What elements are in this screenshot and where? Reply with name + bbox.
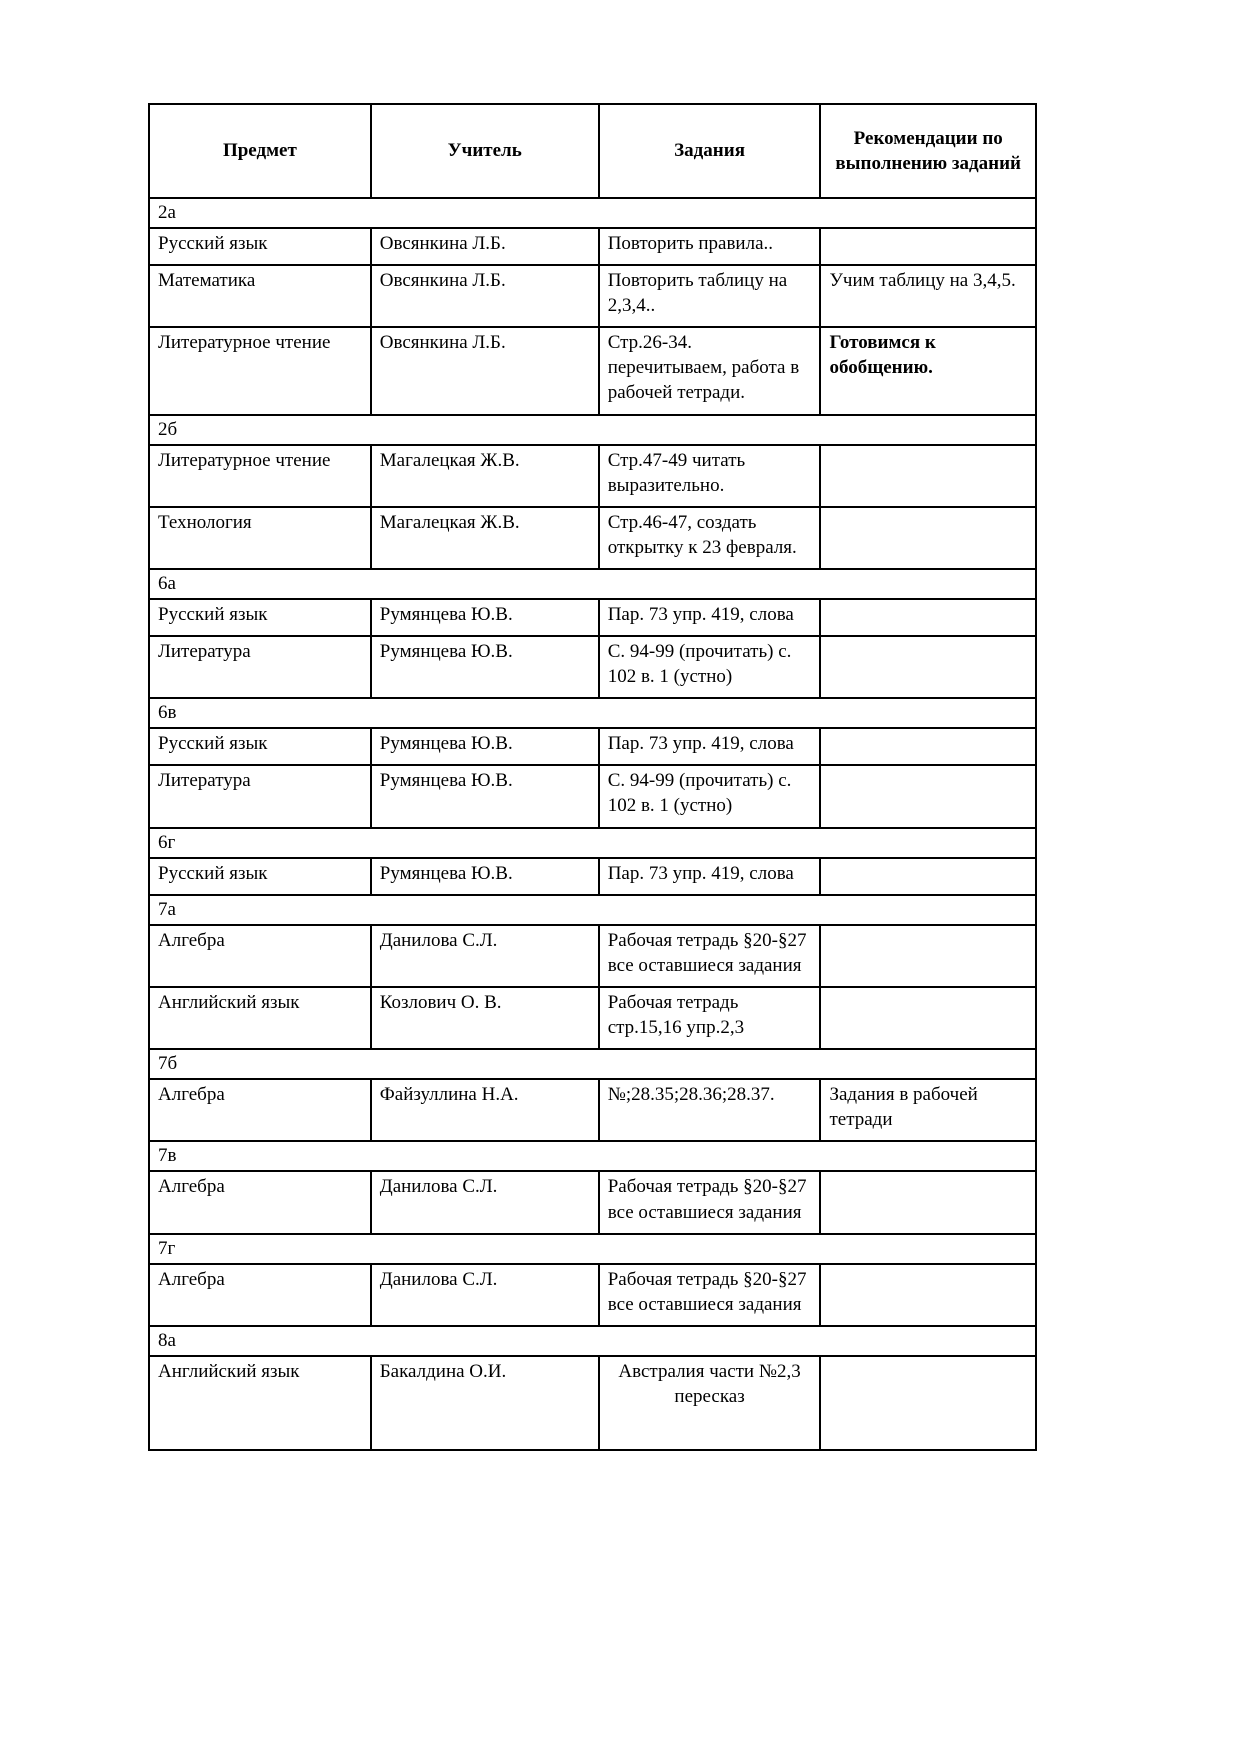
recommendations-cell xyxy=(820,987,1036,1049)
tasks-cell: Пар. 73 упр. 419, слова xyxy=(599,599,821,636)
section-row xyxy=(149,569,1036,599)
header-subject: Предмет xyxy=(149,104,371,198)
subject-cell: Русский язык xyxy=(149,228,371,265)
assignment-row xyxy=(149,1356,1036,1450)
assignment-row xyxy=(149,925,1036,987)
section-label: 7а xyxy=(149,895,1036,925)
assignments-table-body xyxy=(149,198,1036,1450)
section-row xyxy=(149,1234,1036,1264)
subject-cell: Математика xyxy=(149,265,371,327)
teacher-cell: Данилова С.Л. xyxy=(371,1171,599,1233)
section-label: 2б xyxy=(149,415,1036,445)
tasks-cell: Рабочая тетрадь стр.15,16 упр.2,3 xyxy=(599,987,821,1049)
subject-cell: Английский язык xyxy=(149,1356,371,1450)
section-row xyxy=(149,698,1036,728)
teacher-cell: Румянцева Ю.В. xyxy=(371,636,599,698)
assignments-table-header xyxy=(149,104,1036,198)
recommendations-cell xyxy=(820,858,1036,895)
assignment-row xyxy=(149,636,1036,698)
teacher-cell: Румянцева Ю.В. xyxy=(371,728,599,765)
teacher-cell: Данилова С.Л. xyxy=(371,925,599,987)
recommendations-cell: Учим таблицу на 3,4,5. xyxy=(820,265,1036,327)
recommendations-cell xyxy=(820,636,1036,698)
recommendations-cell xyxy=(820,728,1036,765)
teacher-cell: Магалецкая Ж.В. xyxy=(371,445,599,507)
assignment-row xyxy=(149,228,1036,265)
header-row xyxy=(149,104,1036,198)
teacher-cell: Румянцева Ю.В. xyxy=(371,599,599,636)
subject-cell: Литературное чтение xyxy=(149,327,371,414)
subject-cell: Алгебра xyxy=(149,1264,371,1326)
assignment-row xyxy=(149,1171,1036,1233)
tasks-cell: Пар. 73 упр. 419, слова xyxy=(599,858,821,895)
subject-cell: Русский язык xyxy=(149,858,371,895)
section-row xyxy=(149,895,1036,925)
tasks-cell: Пар. 73 упр. 419, слова xyxy=(599,728,821,765)
tasks-cell: Стр.47-49 читать выразительно. xyxy=(599,445,821,507)
subject-cell: Алгебра xyxy=(149,1171,371,1233)
teacher-cell: Овсянкина Л.Б. xyxy=(371,228,599,265)
tasks-cell: Стр.26-34. перечитываем, работа в рабочей тетради. xyxy=(599,327,821,414)
assignment-row xyxy=(149,507,1036,569)
assignment-row xyxy=(149,858,1036,895)
section-label: 7б xyxy=(149,1049,1036,1079)
section-label: 8а xyxy=(149,1326,1036,1356)
section-label: 7в xyxy=(149,1141,1036,1171)
subject-cell: Алгебра xyxy=(149,925,371,987)
section-row xyxy=(149,415,1036,445)
subject-cell: Русский язык xyxy=(149,599,371,636)
assignment-row xyxy=(149,987,1036,1049)
teacher-cell: Бакалдина О.И. xyxy=(371,1356,599,1450)
assignment-row xyxy=(149,445,1036,507)
subject-cell: Литература xyxy=(149,765,371,827)
section-label: 7г xyxy=(149,1234,1036,1264)
recommendations-cell: Задания в рабочей тетради xyxy=(820,1079,1036,1141)
tasks-cell: Рабочая тетрадь §20-§27 все оставшиеся задания xyxy=(599,1264,821,1326)
subject-cell: Литература xyxy=(149,636,371,698)
header-tasks: Задания xyxy=(599,104,821,198)
subject-cell: Литературное чтение xyxy=(149,445,371,507)
teacher-cell: Румянцева Ю.В. xyxy=(371,858,599,895)
tasks-cell: Рабочая тетрадь §20-§27 все оставшиеся задания xyxy=(599,925,821,987)
subject-cell: Технология xyxy=(149,507,371,569)
subject-cell: Английский язык xyxy=(149,987,371,1049)
assignments-table xyxy=(148,103,1037,1451)
subject-cell: Русский язык xyxy=(149,728,371,765)
recommendations-cell xyxy=(820,765,1036,827)
recommendations-cell: Готовимся к обобщению. xyxy=(820,327,1036,414)
section-row xyxy=(149,1049,1036,1079)
recommendations-cell xyxy=(820,1356,1036,1450)
section-row xyxy=(149,198,1036,228)
teacher-cell: Овсянкина Л.Б. xyxy=(371,327,599,414)
section-label: 6г xyxy=(149,828,1036,858)
recommendations-cell xyxy=(820,228,1036,265)
recommendations-cell xyxy=(820,507,1036,569)
section-row xyxy=(149,828,1036,858)
tasks-cell: С. 94-99 (прочитать) с. 102 в. 1 (устно) xyxy=(599,636,821,698)
assignment-row xyxy=(149,1264,1036,1326)
section-label: 6в xyxy=(149,698,1036,728)
teacher-cell: Данилова С.Л. xyxy=(371,1264,599,1326)
header-teacher: Учитель xyxy=(371,104,599,198)
tasks-cell: Повторить правила.. xyxy=(599,228,821,265)
teacher-cell: Магалецкая Ж.В. xyxy=(371,507,599,569)
tasks-cell: Стр.46-47, создать открытку к 23 февраля. xyxy=(599,507,821,569)
recommendations-cell xyxy=(820,599,1036,636)
recommendations-cell xyxy=(820,1171,1036,1233)
teacher-cell: Овсянкина Л.Б. xyxy=(371,265,599,327)
section-label: 2а xyxy=(149,198,1036,228)
header-recommendations: Рекомендации по выполнению заданий xyxy=(820,104,1036,198)
recommendations-cell xyxy=(820,445,1036,507)
recommendations-cell xyxy=(820,925,1036,987)
assignment-row xyxy=(149,1079,1036,1141)
assignment-row xyxy=(149,265,1036,327)
teacher-cell: Козлович О. В. xyxy=(371,987,599,1049)
section-row xyxy=(149,1141,1036,1171)
tasks-cell: С. 94-99 (прочитать) с. 102 в. 1 (устно) xyxy=(599,765,821,827)
tasks-cell: Австралия части №2,3 пересказ xyxy=(599,1356,821,1450)
teacher-cell: Файзуллина Н.А. xyxy=(371,1079,599,1141)
section-row xyxy=(149,1326,1036,1356)
assignment-row xyxy=(149,327,1036,414)
assignment-row xyxy=(149,728,1036,765)
teacher-cell: Румянцева Ю.В. xyxy=(371,765,599,827)
tasks-cell: Рабочая тетрадь §20-§27 все оставшиеся задания xyxy=(599,1171,821,1233)
recommendations-cell xyxy=(820,1264,1036,1326)
subject-cell: Алгебра xyxy=(149,1079,371,1141)
assignment-row xyxy=(149,599,1036,636)
tasks-cell: Повторить таблицу на 2,3,4.. xyxy=(599,265,821,327)
assignment-row xyxy=(149,765,1036,827)
section-label: 6а xyxy=(149,569,1036,599)
tasks-cell: №;28.35;28.36;28.37. xyxy=(599,1079,821,1141)
